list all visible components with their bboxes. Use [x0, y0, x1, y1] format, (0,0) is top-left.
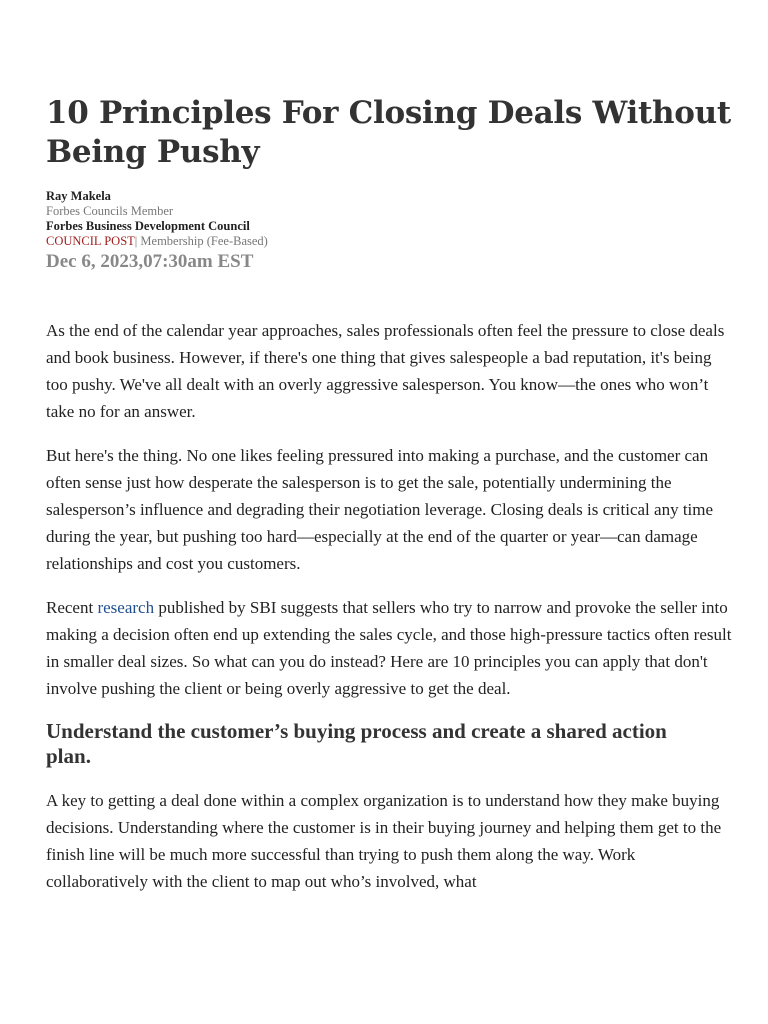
paragraph-3-lead: Recent: [46, 598, 98, 617]
council-name[interactable]: Forbes Business Development Council: [46, 219, 250, 233]
paragraph-1: As the end of the calendar year approaches, sales professionals often feel the pressure to close deals and book business. However, if there's one thing that gives salespeople a bad reputation, it's being too pushy. We've all dealt with an overly aggressive salesperson. You know—the ones who won’t take no for an answer.: [46, 321, 725, 421]
research-link[interactable]: research: [97, 598, 155, 617]
publish-date: Dec 6, 2023,07:30am EST: [46, 251, 254, 272]
post-type-line: [46, 234, 736, 249]
council-post-label[interactable]: COUNCIL POST: [46, 234, 135, 248]
paragraph-3: [46, 594, 736, 702]
author-name[interactable]: Ray Makela: [46, 189, 111, 203]
paragraph-3-rest: published by SBI suggests that sellers who try to narrow and provoke the seller into making a decision often end up extending the sales cycle, and those high-pressure tactics often result in smaller deal sizes. So what can you do instead? Here are 10 principles you can apply that don't involve pushing the client or being overly aggressive to get the deal.: [46, 598, 732, 698]
author-role: Forbes Councils Member: [46, 204, 174, 218]
article-title: 10 Principles For Closing Deals Without Being Pushy: [46, 95, 731, 170]
article: [46, 94, 736, 912]
paragraph-4: A key to getting a deal done within a complex organization is to understand how they make buying decisions. Understanding where the customer is in their buying journey and helping them get to the finish line will be much more successful than trying to push them along the way. Work collaboratively with the client to map out who’s involved, what: [46, 791, 722, 891]
section-heading-1: Understand the customer’s buying process and create a shared action plan.: [46, 719, 667, 768]
paragraph-2: But here's the thing. No one likes feeling pressured into making a purchase, and the customer can often sense just how desperate the salesperson is to get the sale, potentially undermining the salesperson’s influence and degrading their negotiation leverage. Closing deals is critical any time during the year, but pushing too hard—especially at the end of the quarter or year—can damage relationships and cost you customers.: [46, 446, 714, 573]
byline: [46, 189, 736, 249]
membership-label: | Membership (Fee-Based): [134, 234, 268, 248]
